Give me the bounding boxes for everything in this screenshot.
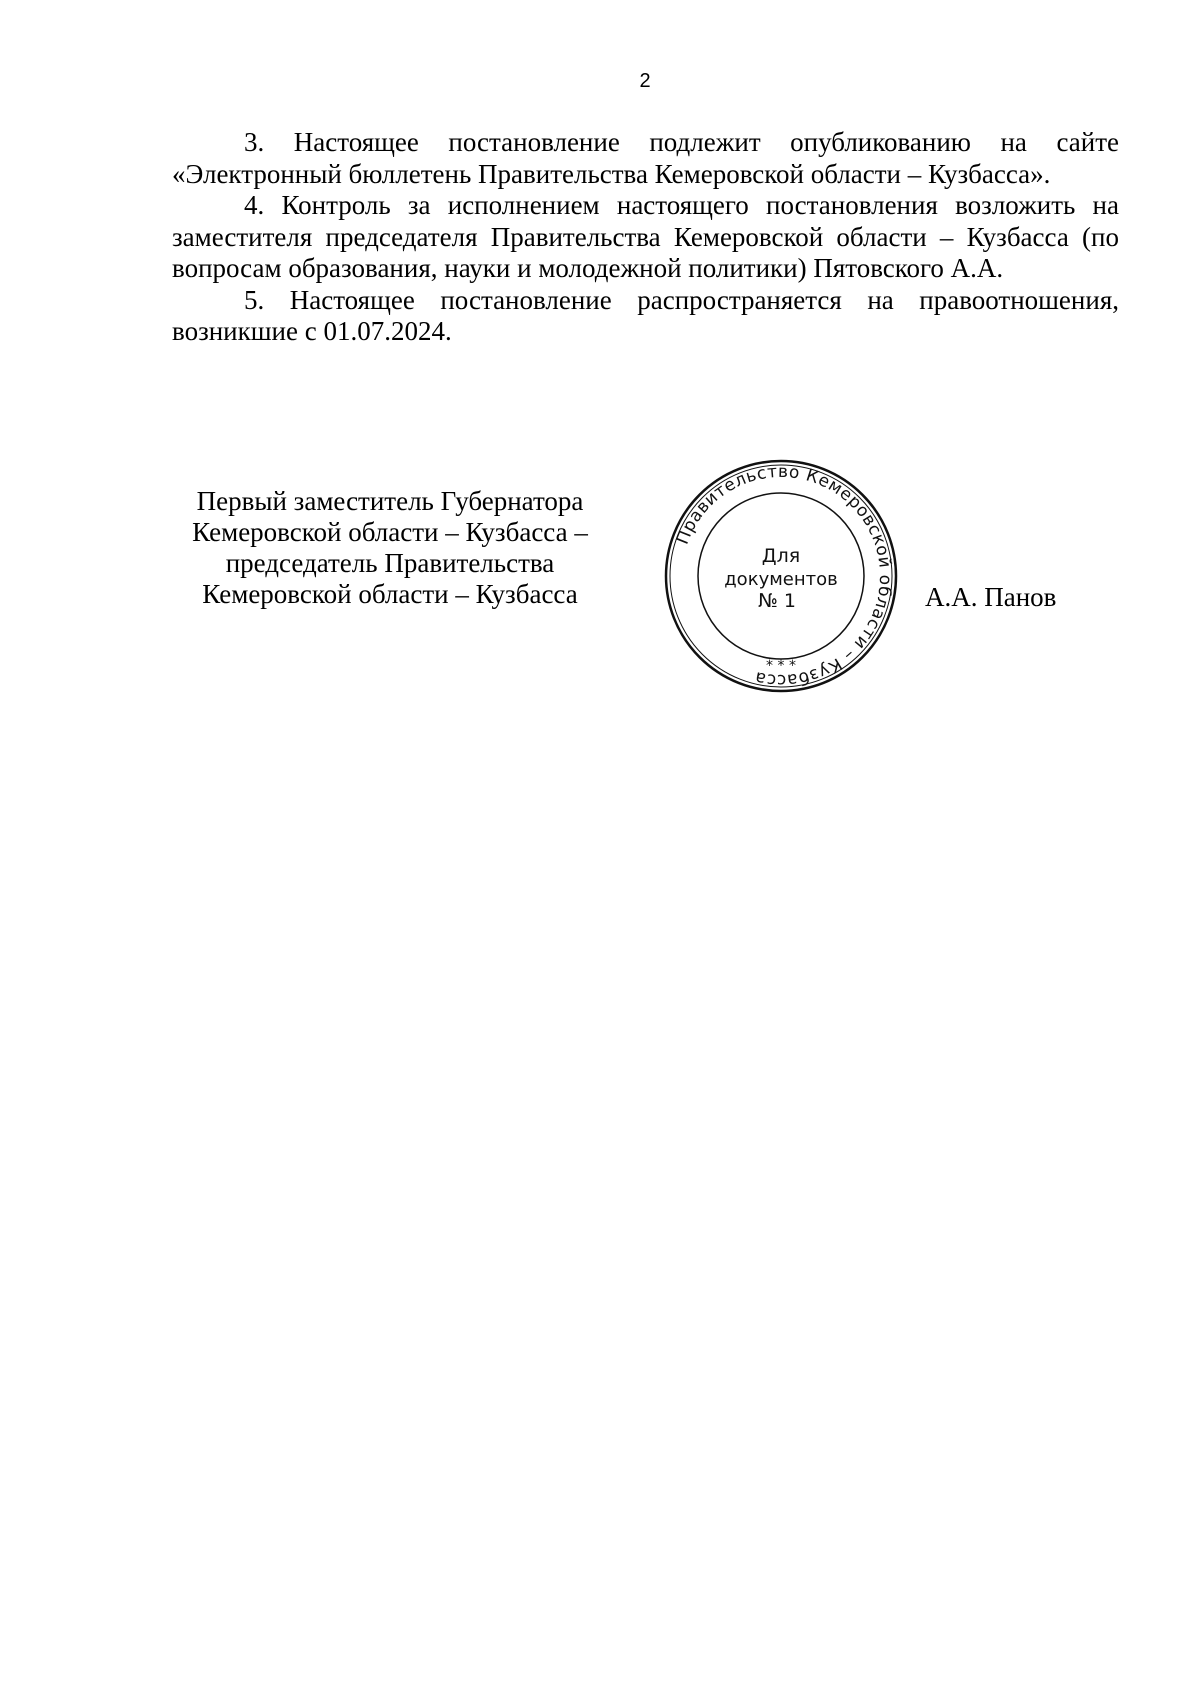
page-number: 2: [639, 70, 651, 92]
seal-center-line3: № 1: [758, 590, 796, 612]
signer-name: А.А. Панов: [925, 582, 1057, 612]
paragraph-4: 4. Контроль за исполнением настоящего постановления возложить на заместителя председателя Правительства Кемеровской области – Кузбасса (по вопросам образования, науки и молодежной политики) Пятовского А.А.: [172, 190, 1119, 283]
paragraph-5: 5. Настоящее постановление распространяется на правоотношения, возникшие с 01.07.2024.: [172, 284, 1119, 346]
official-seal: [663, 458, 899, 694]
seal-ring-text: Правительство Кемеровской области – Кузбасса: [672, 461, 896, 691]
signer-title-line: Первый заместитель Губернатора: [196, 486, 584, 516]
seal-center-line2: документов: [724, 569, 838, 590]
signer-title-line: Кемеровской области – Кузбасса –: [192, 517, 588, 547]
document-body: [172, 127, 1119, 348]
seal-center-line1: Для: [761, 545, 801, 567]
signer-title-line: Кемеровской области – Кузбасса: [202, 579, 578, 609]
seal-stars: * * *: [766, 658, 796, 674]
signer-title: [165, 486, 615, 610]
signer-title-line: председатель Правительства: [225, 548, 555, 578]
paragraph-3: 3. Настоящее постановление подлежит опубликованию на сайте «Электронный бюллетень Правительства Кемеровской области – Кузбасса».: [172, 127, 1119, 189]
